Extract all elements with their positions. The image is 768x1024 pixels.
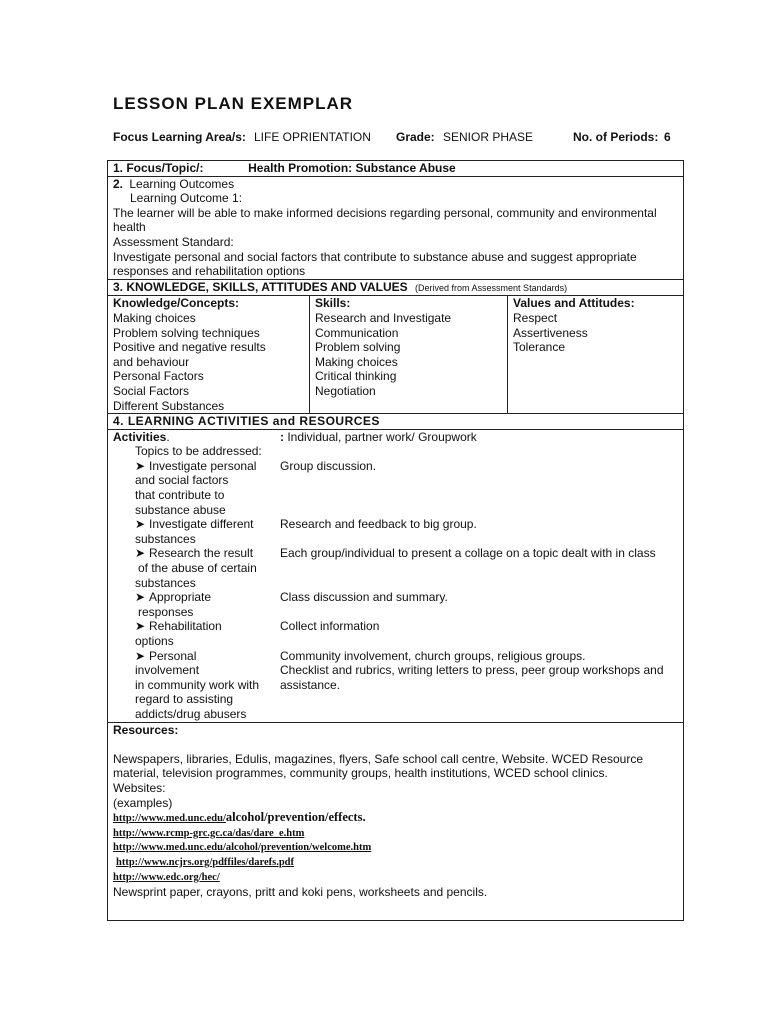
ksav-heading-row xyxy=(108,279,684,296)
knowledge-item: and behaviour xyxy=(113,354,190,369)
topic-item: ➤ Personal involvement in community work with regard to assisting addicts/drug abusers xyxy=(135,648,260,721)
ksav-note: (Derived from Assessment Standards) xyxy=(415,282,568,293)
skills-item: Research and Investigate xyxy=(315,310,452,325)
focus-topic-row xyxy=(108,161,684,177)
focus-topic-value: Health Promotion: Substance Abuse xyxy=(248,161,456,175)
activities-heading-row xyxy=(108,414,684,430)
knowledge-item: Social Factors xyxy=(113,383,190,398)
knowledge-item: Problem solving techniques xyxy=(113,325,260,340)
materials-text: Newsprint paper, crayons, pritt and koki pens, worksheets and pencils. xyxy=(113,885,488,900)
websites-label: Websites: xyxy=(113,780,166,795)
skills-item: Communication xyxy=(315,325,399,340)
knowledge-item: Personal Factors xyxy=(113,369,204,384)
activities-grid xyxy=(113,430,678,722)
knowledge-item: Different Substances xyxy=(113,398,225,413)
topic-activity: Community involvement, church groups, religious groups. Checklist and rubrics, writing letters to press, peer group workshops and assistance. xyxy=(280,648,664,692)
topic-activity: Research and feedback to big group. xyxy=(280,517,477,532)
topic-item: ➤ Research the result of the abuse of certain substances xyxy=(135,546,257,590)
ksav-heading: 3. KNOWLEDGE, SKILLS, ATTITUDES AND VALUES xyxy=(113,279,408,294)
assessment-standard-text: Investigate personal and social factors that contribute to substance abuse and suggest appropriate responses and rehabilitation options xyxy=(113,249,637,279)
arrow-bullet-icon: ➤ xyxy=(135,590,146,605)
activity-mode: Individual, partner work/ Groupwork xyxy=(284,429,477,444)
focus-area-value: LIFE OPRIENTATION xyxy=(254,130,371,144)
topic-item: ➤ Investigate personal and social factors that contribute to substance abuse xyxy=(135,458,257,517)
section2-number: 2. xyxy=(113,176,124,191)
ksav-content-row xyxy=(108,296,684,414)
skills-header: Skills: xyxy=(315,296,351,311)
learning-outcome-1: Learning Outcome 1: xyxy=(130,191,243,206)
topics-label: Topics to be addressed: xyxy=(135,444,262,459)
periods-label: No. of Periods: xyxy=(573,130,659,144)
resources-row xyxy=(108,722,684,920)
learning-outcomes-heading: Learning Outcomes xyxy=(129,176,235,191)
arrow-bullet-icon: ➤ xyxy=(135,546,146,561)
values-header: Values and Attitudes: xyxy=(513,296,635,311)
activities-row xyxy=(108,429,684,722)
website-link[interactable]: http://www.med.unc.edu/alcohol/prevention/welcome.htm xyxy=(113,842,372,854)
resources-text: Newspapers, libraries, Edulis, magazines, flyers, Safe school call centre, Website. WCED Resource xyxy=(113,751,643,766)
page-title: LESSON PLAN EXEMPLAR xyxy=(113,94,354,113)
topic-activity: Each group/individual to present a collage on a topic dealt with in class xyxy=(280,546,656,561)
topic-activity: Class discussion and summary. xyxy=(280,590,448,605)
arrow-bullet-icon: ➤ xyxy=(135,458,146,473)
website-link[interactable]: http://www.edc.org/hec/ xyxy=(113,871,220,883)
examples-label: (examples) xyxy=(113,795,173,810)
activities-dot: . xyxy=(166,429,170,444)
skills-item: Critical thinking xyxy=(315,369,397,384)
assessment-standard-label: Assessment Standard: xyxy=(113,234,234,249)
skills-item: Problem solving xyxy=(315,340,401,355)
learning-outcome-text: The learner will be able to make informed decisions regarding personal, community and environmental health xyxy=(113,205,657,235)
knowledge-item: Making choices xyxy=(113,310,196,325)
values-item: Tolerance xyxy=(513,340,566,355)
focus-area-label: Focus Learning Area/s: xyxy=(113,130,246,144)
arrow-bullet-icon: ➤ xyxy=(135,648,146,663)
topic-item: ➤ Rehabilitation options xyxy=(135,619,222,648)
skills-item: Negotiation xyxy=(315,383,376,398)
topic-activity: Collect information xyxy=(280,619,380,634)
learning-outcomes-row xyxy=(108,176,684,279)
skills-item: Making choices xyxy=(315,354,398,369)
arrow-bullet-icon: ➤ xyxy=(135,619,146,634)
topic-item: ➤ Investigate different substances xyxy=(135,517,254,546)
focus-topic-label: 1. Focus/Topic/: xyxy=(113,161,204,175)
website-link[interactable]: http://www.med.unc.edu/alcohol/prevention/effects. xyxy=(113,810,366,825)
knowledge-item: Positive and negative results xyxy=(113,340,266,355)
resources-label: Resources: xyxy=(113,722,179,737)
mode-colon: : xyxy=(280,429,284,444)
grade-label: Grade: xyxy=(396,130,435,144)
activities-heading: 4. LEARNING ACTIVITIES and RESOURCES xyxy=(108,414,684,430)
periods-value: 6 xyxy=(664,130,671,144)
activities-label: Activities xyxy=(113,429,167,444)
resources-text: material, television programmes, community groups, health institutions, WCED school clinics. xyxy=(113,766,608,781)
values-item: Respect xyxy=(513,310,558,325)
grade-value: SENIOR PHASE xyxy=(443,130,534,144)
values-item: Assertiveness xyxy=(513,325,588,340)
website-link[interactable]: http://www.ncjrs.org/pdffiles/darefs.pdf xyxy=(116,856,295,868)
topic-activity: Group discussion. xyxy=(280,458,377,473)
arrow-bullet-icon: ➤ xyxy=(135,517,146,532)
website-link[interactable]: http://www.rcmp-grc.gc.ca/das/dare_e.htm xyxy=(113,827,305,839)
lesson-plan-table xyxy=(107,160,684,921)
topic-item: ➤ Appropriate responses xyxy=(135,590,212,619)
knowledge-header: Knowledge/Concepts: xyxy=(113,296,240,311)
